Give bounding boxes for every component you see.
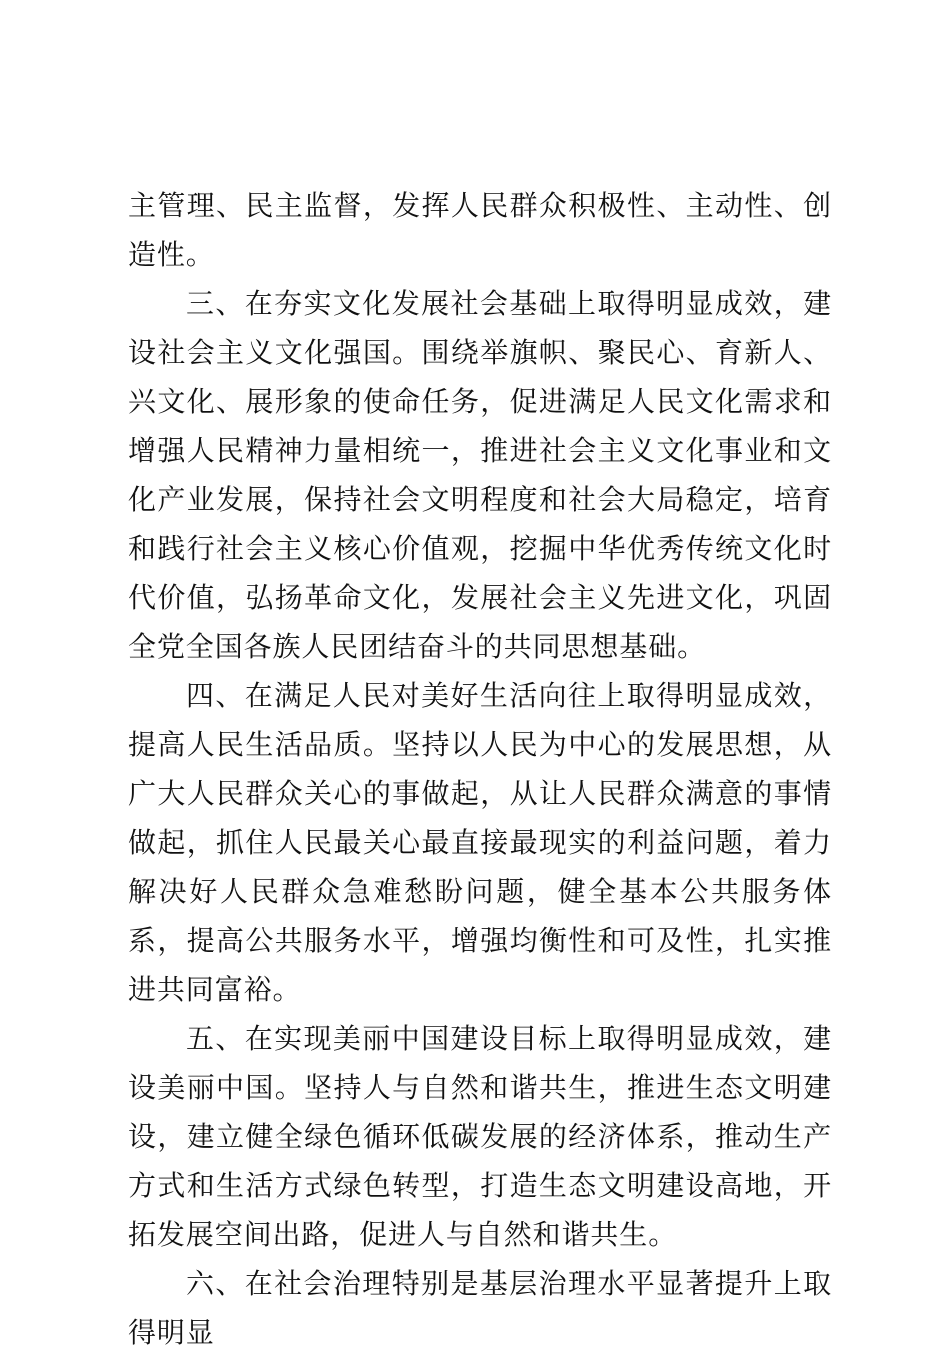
paragraph-governance: 六、在社会治理特别是基层治理水平显著提升上取得明显 [128,1267,832,1349]
paragraph-culture: 三、在夯实文化发展社会基础上取得明显成效，建设社会主义文化强国。围绕举旗帜、聚民心、育新人、兴文化、展形象的使命任务，促进满足人民文化需求和增强人民精神力量相统一，推进社会主义文化事业和文化产业发展，保持社会文明程度和社会大局稳定，培育和践行社会主义核心价值观，挖掘中华优秀传统文化时代价值，弘扬革命文化，发展社会主义先进文化，巩固全党全国各族人民团结奋斗的共同思想基础。 [128,287,832,663]
paragraph-livelihood: 四、在满足人民对美好生活向往上取得明显成效，提高人民生活品质。坚持以人民为中心的发展思想，从广大人民群众关心的事做起，从让人民群众满意的事情做起，抓住人民最关心最直接最现实的利益问题，着力解决好人民群众急难愁盼问题，健全基本公共服务体系，提高公共服务水平，增强均衡性和可及性，扎实推进共同富裕。 [128,679,832,1006]
paragraph-continuation: 主管理、民主监督，发挥人民群众积极性、主动性、创造性。 [128,189,832,271]
paragraph-beautiful-china: 五、在实现美丽中国建设目标上取得明显成效，建设美丽中国。坚持人与自然和谐共生，推进生态文明建设，建立健全绿色循环低碳发展的经济体系，推动生产方式和生活方式绿色转型，打造生态文明建设高地，开拓发展空间出路，促进人与自然和谐共生。 [128,1022,832,1251]
document-body [128,181,832,1357]
